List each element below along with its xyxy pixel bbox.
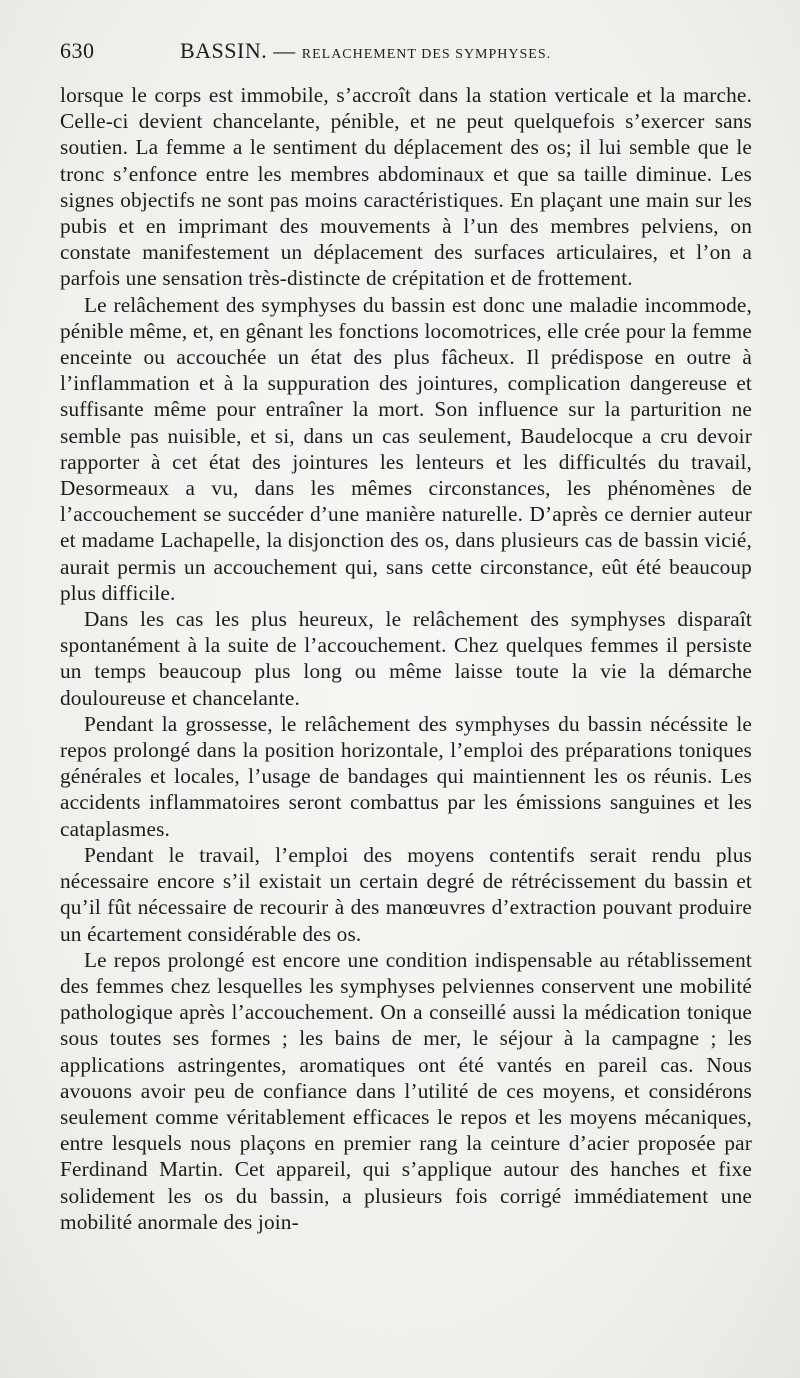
paragraph: Le repos prolongé est encore une condition indispensable au rétablissement des femmes chez lesquelles les symphyses pelviennes conservent une mobilité pathologique après l’accouchement. On a conseillé aussi la médication tonique sous toutes ses formes ; les bains de mer, le séjour à la campagne ; les applications astringentes, aromatiques ont été vantés en pareil cas. Nous avouons avoir peu de confiance dans l’utilité de ces moyens, et considérons seulement comme véritablement efficaces le repos et les moyens mécaniques, entre lesquels nous plaçons en premier rang la ceinture d’acier proposée par Ferdinand Martin. Cet appareil, qui s’applique autour des hanches et fixe solidement les os du bassin, a plusieurs fois corrigé immédiatement une mobilité anormale des join- xyxy=(60,947,752,1234)
running-title-main: BASSIN. xyxy=(180,38,268,63)
body-text xyxy=(60,82,752,1235)
page-number: 630 xyxy=(60,38,95,63)
paragraph: Dans les cas les plus heureux, le relâchement des symphyses disparaît spontanément à la suite de l’accouchement. Chez quelques femmes il persiste un temps beaucoup plus long ou même laisse toute la vie la démarche douloureuse et chancelante. xyxy=(60,607,752,710)
paragraph: Pendant la grossesse, le relâchement des symphyses du bassin nécéssite le repos prolongé dans la position horizontale, l’emploi des préparations toniques générales et locales, l’usage de bandages qui maintiennent les os réunis. Les accidents inflammatoires seront combattus par les émissions sanguines et les cataplasmes. xyxy=(60,711,752,841)
running-header xyxy=(60,38,752,72)
paragraph: Pendant le travail, l’emploi des moyens contentifs serait rendu plus nécessaire encore s’il existait un certain degré de rétrécissement du bassin et qu’il fût nécessaire de recourir à des manœuvres d’extraction pouvant produire un écartement considérable des os. xyxy=(60,842,752,946)
running-title-separator: — xyxy=(273,38,296,63)
paragraph: lorsque le corps est immobile, s’accroît dans la station verticale et la marche. Celle-ci devient chancelante, pénible, et ne peut quelquefois s’exercer sans soutien. La femme a le sentiment du déplacement des os; il lui semble que le tronc s’enfonce entre les membres abdominaux et que sa taille diminue. Les signes objectifs ne sont pas moins caractéristiques. En plaçant une main sur les pubis et en imprimant des mouvements à l’un des membres pelviens, on constate manifestement un déplacement des surfaces articulaires, et l’on a parfois une sensation très-distincte de crépitation et de frottement. xyxy=(60,83,752,291)
paragraph: Le relâchement des symphyses du bassin est donc une maladie incommode, pénible même, et, en gênant les fonctions locomotrices, elle crée pour la femme enceinte ou accouchée un état des plus fâcheux. Il prédispose en outre à l’inflammation et à la suppuration des jointures, complication dangereuse et suffisante même pour entraîner la mort. Son influence sur la parturition ne semble pas nuisible, et si, dans un cas seulement, Baudelocque a cru devoir rapporter à cet état des jointures les lenteurs et les difficultés du travail, Desormeaux a vu, dans les mêmes circonstances, les phénomènes de l’accouchement se succéder d’une manière naturelle. D’après ce dernier auteur et madame Lachapelle, la disjonction des os, dans plusieurs cas de bassin vicié, aurait permis un accouchement qui, sans cette circonstance, eût été beaucoup plus difficile. xyxy=(60,292,752,605)
running-title xyxy=(180,38,752,64)
running-title-subtitle: RELACHEMENT DES SYMPHYSES. xyxy=(301,47,552,62)
